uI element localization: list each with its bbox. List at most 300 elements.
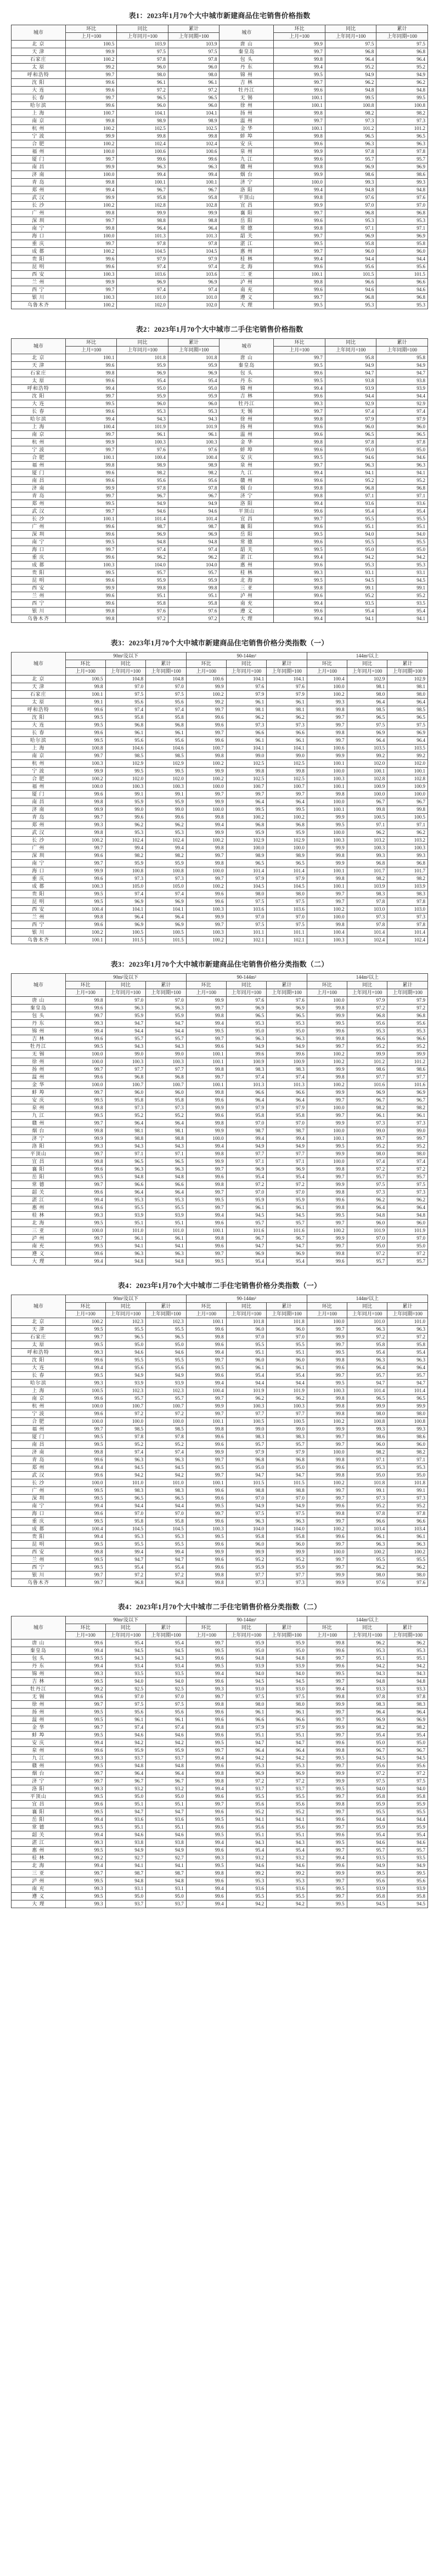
value-cell: 100.1 [307,1135,347,1143]
value-cell: 94.8 [387,1678,428,1686]
table-row [12,1571,428,1579]
value-cell: 96.0 [376,248,428,256]
city-cell: 重 庆 [12,554,66,561]
city-cell: 岳 阳 [219,217,274,225]
value-cell: 100.2 [186,837,226,844]
value-cell: 100.5 [65,676,105,683]
city-cell: 南 京 [12,752,66,760]
value-cell: 99.6 [274,370,325,377]
table-1 [11,25,428,309]
value-cell: 99.9 [387,1051,428,1058]
value-cell: 99.7 [307,714,347,722]
value-cell: 93.2 [105,1785,146,1793]
value-cell: 100.0 [186,867,226,875]
value-cell: 100.0 [186,806,226,814]
value-cell: 99.8 [274,279,325,286]
value-cell: 93.1 [325,569,376,577]
city-cell: 三 亚 [12,1227,66,1235]
value-cell: 99.6 [65,554,117,561]
city-cell: 西 安 [12,1548,66,1556]
value-cell: 99.5 [65,1487,105,1495]
value-cell: 97.4 [105,706,146,714]
value-cell: 101.2 [347,1058,387,1066]
value-cell: 96.9 [168,370,219,377]
value-cell: 95.6 [146,1709,187,1716]
table-row [12,1487,428,1495]
city-cell: 天 津 [12,48,66,56]
value-cell: 102.5 [267,775,307,783]
city-cell: 大 理 [219,302,274,309]
table-row [12,1380,428,1387]
table-row [12,929,428,937]
table-3b-body [12,997,428,1266]
value-cell: 95.3 [347,1464,387,1472]
value-cell: 100.2 [65,125,117,133]
table-row [12,1808,428,1816]
value-cell: 94.6 [376,286,428,294]
value-cell: 99.1 [325,585,376,592]
value-cell: 100.3 [146,783,187,791]
value-cell: 98.0 [267,890,307,898]
value-cell: 96.1 [267,1204,307,1212]
table-row [12,377,428,385]
city-cell: 北 海 [219,263,274,271]
city-cell: 丹 东 [219,377,274,385]
value-cell: 100.8 [65,745,105,752]
table-2-body [12,354,428,623]
value-cell: 93.8 [376,377,428,385]
table-row [12,852,428,860]
value-cell: 93.2 [226,1854,267,1862]
value-cell: 99.9 [65,279,117,286]
value-cell: 99.5 [146,768,187,775]
value-cell: 99.4 [65,1663,105,1670]
col-avg-header: 累计 [376,25,428,33]
value-cell: 96.0 [347,1219,387,1227]
value-cell: 93.2 [146,1785,187,1793]
value-cell: 97.5 [146,691,187,699]
value-cell: 104.1 [168,110,219,117]
value-cell: 95.7 [347,1847,387,1854]
city-cell: 青 岛 [12,492,66,500]
value-cell: 95.0 [347,1472,387,1479]
value-cell: 96.5 [226,860,267,867]
value-cell: 99.8 [274,163,325,171]
value-cell: 96.5 [105,1158,146,1166]
value-cell: 97.8 [168,240,219,248]
value-cell: 94.5 [105,1647,146,1655]
value-cell: 98.2 [105,852,146,860]
value-cell: 95.5 [376,538,428,546]
value-cell: 99.5 [307,1020,347,1028]
value-cell: 99.6 [307,1831,347,1839]
table-row [12,1334,428,1341]
value-cell: 95.9 [117,393,168,400]
city-cell: 安 庆 [12,1739,66,1747]
value-cell: 96.2 [168,554,219,561]
value-cell: 101.0 [387,1318,428,1326]
value-cell: 99.6 [186,1824,226,1831]
value-cell: 99.0 [387,1127,428,1135]
city-cell: 宁 波 [12,768,66,775]
value-cell: 97.2 [347,1334,387,1341]
city-cell: 合 肥 [12,775,66,783]
city-cell: 襄 阳 [12,1166,66,1173]
value-cell: 96.4 [387,1204,428,1212]
value-cell: 95.0 [105,1893,146,1900]
table-row [12,431,428,439]
table-row [12,867,428,875]
value-cell: 94.4 [325,393,376,400]
value-cell: 99.6 [65,1166,105,1173]
city-cell: 石家庄 [12,1334,66,1341]
value-cell: 103.5 [387,745,428,752]
value-cell: 99.4 [186,1020,226,1028]
value-cell: 100.0 [307,1548,347,1556]
value-cell: 97.8 [347,921,387,929]
value-cell: 96.4 [168,225,219,232]
city-cell: 南 昌 [12,163,66,171]
value-cell: 96.9 [168,531,219,538]
value-cell: 94.6 [105,1349,146,1357]
value-cell: 99.8 [307,1035,347,1043]
value-cell: 94.2 [267,1900,307,1908]
value-cell: 99.7 [65,446,117,454]
value-cell: 99.2 [65,64,117,71]
value-cell: 94.5 [226,1212,267,1219]
value-cell: 99.8 [307,706,347,714]
city-cell: 呼和浩特 [12,706,66,714]
value-cell: 96.9 [226,1250,267,1258]
value-cell: 99.6 [274,592,325,600]
value-cell: 100.0 [307,798,347,806]
value-cell: 99.2 [347,752,387,760]
table-row [12,1770,428,1778]
value-cell: 104.5 [168,248,219,256]
value-cell: 99.7 [65,492,117,500]
value-cell: 101.5 [226,1479,267,1487]
value-cell: 99.6 [274,393,325,400]
table-1-body [12,41,428,309]
value-cell: 99.6 [65,1395,105,1403]
value-cell: 100.0 [307,1104,347,1112]
value-cell: 99.3 [325,179,376,186]
value-cell: 96.9 [105,898,146,906]
city-cell: 金 华 [219,439,274,446]
value-cell: 95.5 [347,1556,387,1564]
city-cell: 长 沙 [12,202,66,209]
value-cell: 97.4 [105,1724,146,1732]
group-header-small: 90m²及以下 [65,974,186,981]
value-cell: 96.9 [376,163,428,171]
value-cell: 99.6 [274,523,325,531]
value-cell: 98.3 [267,1066,307,1074]
value-cell: 94.9 [347,1862,387,1870]
value-cell: 99.6 [186,1097,226,1104]
value-cell: 96.3 [146,1250,187,1258]
value-cell: 100.3 [226,1403,267,1410]
table-row [12,1357,428,1364]
value-cell: 100.3 [65,294,117,302]
value-cell: 95.1 [117,592,168,600]
value-cell: 101.7 [347,867,387,875]
value-cell: 99.4 [146,844,187,852]
table-row [12,354,428,362]
city-cell: 惠 州 [219,561,274,569]
value-cell: 98.0 [226,1701,267,1709]
value-cell: 99.3 [65,1839,105,1847]
city-cell: 南 昌 [12,1441,66,1449]
value-cell: 99.8 [307,875,347,883]
value-cell: 97.6 [226,997,267,1005]
col-city-header: 城市 [219,339,274,354]
col-avg-header: 累计 [267,660,307,668]
table-row [12,1663,428,1670]
value-cell: 99.5 [65,1173,105,1181]
value-cell: 99.4 [186,1212,226,1219]
value-cell: 96.4 [347,1709,387,1716]
city-cell: 济 南 [12,485,66,492]
city-cell: 南 宁 [12,1502,66,1510]
col-yoy-base: 上年同月=100 [105,989,146,997]
value-cell: 99.3 [307,699,347,706]
value-cell: 94.3 [146,1043,187,1051]
value-cell: 99.9 [307,1012,347,1020]
value-cell: 95.9 [105,798,146,806]
value-cell: 94.9 [226,1043,267,1051]
city-cell: 三 亚 [12,1870,66,1877]
value-cell: 95.2 [267,1808,307,1816]
value-cell: 99.4 [168,171,219,179]
value-cell: 99.0 [267,752,307,760]
value-cell: 95.2 [347,1043,387,1051]
value-cell: 96.2 [387,1196,428,1204]
city-cell: 牡丹江 [219,87,274,94]
value-cell: 101.9 [168,423,219,431]
value-cell: 97.5 [347,722,387,729]
value-cell: 96.4 [387,737,428,745]
value-cell: 99.7 [274,79,325,87]
col-city-header: 城市 [12,974,66,997]
city-cell: 福 州 [12,1426,66,1433]
value-cell: 94.7 [267,1242,307,1250]
value-cell: 99.7 [186,1035,226,1043]
city-cell: 扬 州 [219,110,274,117]
value-cell: 96.1 [146,1235,187,1242]
city-cell: 成 都 [12,883,66,890]
value-cell: 103.2 [347,837,387,844]
value-cell: 100.2 [65,302,117,309]
value-cell: 93.7 [105,1755,146,1762]
value-cell: 99.6 [307,1502,347,1510]
value-cell: 99.5 [65,1808,105,1816]
value-cell: 95.8 [325,240,376,248]
city-cell: 哈尔滨 [12,1380,66,1387]
table-row [12,523,428,531]
value-cell: 99.5 [105,768,146,775]
value-cell: 95.6 [146,737,187,745]
table-row [12,1870,428,1877]
value-cell: 99.8 [274,416,325,423]
value-cell: 97.4 [226,1074,267,1081]
table-row [12,1579,428,1587]
value-cell: 99.6 [65,1189,105,1196]
value-cell: 95.3 [325,302,376,309]
value-cell: 98.2 [168,469,219,477]
value-cell: 93.6 [105,1816,146,1824]
table-row [12,400,428,408]
value-cell: 96.8 [347,1012,387,1020]
value-cell: 99.6 [274,156,325,163]
value-cell: 95.9 [226,1196,267,1204]
value-cell: 94.9 [376,362,428,370]
col-mom-header: 环比 [307,660,347,668]
value-cell: 98.0 [117,71,168,79]
city-cell: 无 锡 [12,1693,66,1701]
city-cell: 宜 昌 [219,202,274,209]
value-cell: 102.4 [146,837,187,844]
value-cell: 99.7 [186,729,226,737]
value-cell: 99.8 [186,1870,226,1877]
value-cell: 97.4 [387,1158,428,1166]
value-cell: 96.0 [387,1441,428,1449]
value-cell: 97.2 [267,1778,307,1785]
value-cell: 99.4 [186,1380,226,1387]
city-cell: 呼和浩特 [12,71,66,79]
value-cell: 99.5 [186,1831,226,1839]
value-cell: 95.2 [387,1043,428,1051]
table-row [12,1395,428,1403]
value-cell: 96.3 [168,163,219,171]
value-cell: 99.4 [307,1854,347,1862]
value-cell: 93.9 [146,1380,187,1387]
value-cell: 96.0 [267,1541,307,1548]
city-cell: 青 岛 [12,814,66,821]
value-cell: 96.6 [347,1035,387,1043]
value-cell: 99.7 [65,1579,105,1587]
value-cell: 99.7 [307,1097,347,1104]
value-cell: 96.4 [387,1709,428,1716]
value-cell: 95.0 [146,1341,187,1349]
table-row [12,1181,428,1189]
value-cell: 98.3 [105,1487,146,1495]
city-cell: 蚌 埠 [12,1089,66,1097]
city-cell: 昆 明 [12,263,66,271]
value-cell: 93.4 [146,1663,187,1670]
value-cell: 99.7 [65,1571,105,1579]
city-cell: 宁 波 [12,1410,66,1418]
value-cell: 100.4 [65,1525,105,1533]
value-cell: 103.5 [347,745,387,752]
value-cell: 96.9 [267,1250,307,1258]
value-cell: 99.7 [65,240,117,248]
value-cell: 95.5 [105,1204,146,1212]
value-cell: 97.0 [347,1235,387,1242]
city-cell: 洛 阳 [219,500,274,508]
value-cell: 99.4 [274,64,325,71]
value-cell: 93.5 [387,1854,428,1862]
value-cell: 96.1 [226,1709,267,1716]
value-cell: 99.6 [186,1518,226,1525]
city-cell: 深 圳 [12,852,66,860]
city-cell: 重 庆 [12,1518,66,1525]
value-cell: 93.8 [325,377,376,385]
value-cell: 99.8 [186,1579,226,1587]
table-1-title: 表1：2023年1月70个大中城市新建商品住宅销售价格指数 [128,12,311,20]
value-cell: 99.4 [274,385,325,393]
value-cell: 96.7 [105,1778,146,1785]
value-cell: 95.2 [105,1441,146,1449]
value-cell: 96.8 [105,1579,146,1587]
value-cell: 104.0 [267,1525,307,1533]
value-cell: 95.5 [146,1541,187,1548]
value-cell: 97.2 [226,1778,267,1785]
value-cell: 96.7 [146,1778,187,1785]
table-row [12,1456,428,1464]
value-cell: 99.9 [307,1579,347,1587]
value-cell: 96.2 [347,1639,387,1647]
city-cell: 金 华 [12,1724,66,1732]
value-cell: 98.7 [117,523,168,531]
value-cell: 99.6 [274,87,325,94]
value-cell: 95.7 [325,156,376,163]
city-cell: 上 海 [12,745,66,752]
table-row [12,1793,428,1801]
value-cell: 97.0 [267,1495,307,1502]
value-cell: 97.2 [168,87,219,94]
table-row [12,500,428,508]
value-cell: 95.4 [347,1349,387,1357]
value-cell: 99.7 [65,1770,105,1778]
value-cell: 96.6 [267,729,307,737]
value-cell: 99.7 [65,1334,105,1341]
table-row [12,883,428,890]
value-cell: 99.9 [347,1403,387,1410]
table-row [12,485,428,492]
value-cell: 96.7 [267,1235,307,1242]
value-cell: 97.6 [168,446,219,454]
city-cell: 九 江 [219,156,274,163]
value-cell: 99.3 [65,1380,105,1387]
value-cell: 95.3 [387,1028,428,1035]
city-cell: 长 沙 [12,515,66,523]
table-row [12,683,428,691]
value-cell: 100.7 [146,1403,187,1410]
value-cell: 99.7 [186,1250,226,1258]
value-cell: 98.0 [387,691,428,699]
value-cell: 99.9 [186,1104,226,1112]
value-cell: 97.4 [347,1158,387,1166]
table-row [12,87,428,94]
value-cell: 95.1 [387,1655,428,1663]
value-cell: 99.6 [146,814,187,821]
value-cell: 100.0 [307,1318,347,1326]
city-cell: 洛 阳 [12,1143,66,1150]
value-cell: 100.2 [65,202,117,209]
value-cell: 99.8 [307,1395,347,1403]
table-row [12,1127,428,1135]
value-cell: 98.1 [105,1127,146,1135]
value-cell: 104.5 [117,248,168,256]
city-cell: 吉 林 [12,1678,66,1686]
table-row [12,1364,428,1372]
value-cell: 99.6 [65,875,105,883]
col-mom-base: 上月=100 [65,33,117,41]
value-cell: 99.1 [65,699,105,706]
value-cell: 94.2 [226,1900,267,1908]
city-cell: 兰 州 [12,279,66,286]
value-cell: 95.1 [226,1732,267,1739]
